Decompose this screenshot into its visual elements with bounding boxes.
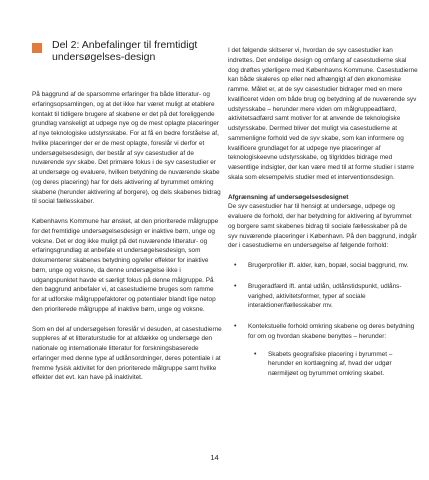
page-number: 14 xyxy=(210,453,219,462)
sub-list-item: • Skabets geografiske placering i byrummet – herunder en kortlægning af, hvad der udgør nærmiljøet og byrummet omkring skabet. xyxy=(248,350,418,379)
section-marker-icon xyxy=(32,43,42,53)
section-header xyxy=(32,40,222,90)
section-title: Del 2: Anbefalinger til fremtidigt undersøgelses-design xyxy=(52,39,198,63)
paragraph: I det følgende skitserer vi, hvordan de syv casestudier kan indrettes. Det endelige design og omfang af casestudierne skal dog drøftes yderligere med Københavns Kommune. Casestudierne kan både skaleres op eller ned afhængigt af den økonomiske ramme. Målet er, at de syv casestudier bidrager med en mere kvalificeret viden om både brug og betydning af de nuværende syv udstyrsskabe – herunder mere viden om målgruppeadfærd, aktivitetsadfærd samt motiver for at anvende de teknologiske udstyrsskabe. Dermed bliver det muligt via casestudierne at sammenligne forhold ved de syv skabe, som kan informere og kvalificere grundlaget for at udpege nye placeringer af teknologiskeevne udstyrsskabe, og tilgrlddes bidrage med væsentlige indsigter, der kan være med til at forme studier i større skala som eksempelvis studier med et interventionsdesign. xyxy=(228,47,418,181)
subheading: Afgrænsning af undersøgelsesdesignet xyxy=(228,193,349,201)
left-column xyxy=(32,40,222,393)
list-item-text: Kontekstuelle forhold omkring skabene og deres betydning for om og hvordan skabene benyttes – herunder: xyxy=(248,323,415,340)
list-item: • Brugeradfærd ift. antal udlån, udlånstidspunkt, udlåns-varighed, aktivitetsformer, typer af sociale interaktioner/fællesskaber mv. xyxy=(228,282,418,311)
right-column xyxy=(228,46,418,390)
paragraph: De syv casestudier har til hensigt at undersøge, udpege og evaluere de forhold, der har betydning for aktivering af byrummet og borgere samt skabenes bidrag til sociale fællesskaber på de syv nuværende placeringer i København. På den baggrund, indgår der i casestudierne en undersøgelse af følgende forhold: xyxy=(228,203,417,250)
sub-bullet-list xyxy=(248,350,418,379)
bullet-list xyxy=(228,261,418,379)
list-item xyxy=(228,322,418,379)
paragraph: Som en del af undersøgelsen foreslår vi desuden, at casestudierne suppleres af et litteraturstudie for at afdække og undersøge den nationale og internationale litteratur for forskningsbaserede erfaringer med denne type af udlånsordninger, deres potentiale i at fremme fysisk aktivitet for den prioriterede målgruppe samt hvilke effekter det evt. kan have på inaktivitet. xyxy=(32,325,222,382)
paragraph: På baggrund af de sparsomme erfaringer fra både litteratur- og erfaringsopsamlingen, og at det ikke har været muligt at etablere kontakt til tidligere brugere af skabene er det på det foreliggende grundlag vanskeligt at udpege nye og de mest oplagte placeringer af nye teknologiske udstyrsskabe. For at få en bedre forståelse af, hvilke placeringer der er de mest oplagte, foreslår vi derfor et undersøgelsesdesign, der består af syv casestudier af de nuværende syv skabe. Det primære fokus i de syv casestudier er at undersøge og evaluere, hvilken betydning de nuværende skabe (og deres placering) har for dels aktivering af byrummet omkring skabene (herunder aktivering af borgere), og dels skabenes bidrag til social fællesskaber. xyxy=(32,91,221,206)
paragraph: Københavns Kommune har ønsket, at den prioriterede målgruppe for det fremtidige undersøgelsesdesign er inaktive børn, unge og voksne. Det er dog ikke muligt på det nuværende litteratur- og erfaringsgrundlag at anbefale et undersøgelsesdesign, som dokumenterer skabenes betydning og/eller effekter for inaktive børn, unge og voksne, da denne undersøgelse ikke i udgangspunktet havde et særligt fokus på denne målgruppe. På den baggrund anbefaler vi, at casestudierne bruges som ramme for at udforske målgruppefaktorer og potentialer blandt lige netop den prioriterede målgruppe af inaktive børn, unge og voksne. xyxy=(32,218,219,313)
list-item: • Brugerprofiler ift. alder, køn, bopæl, social baggrund, mv. xyxy=(228,261,418,271)
